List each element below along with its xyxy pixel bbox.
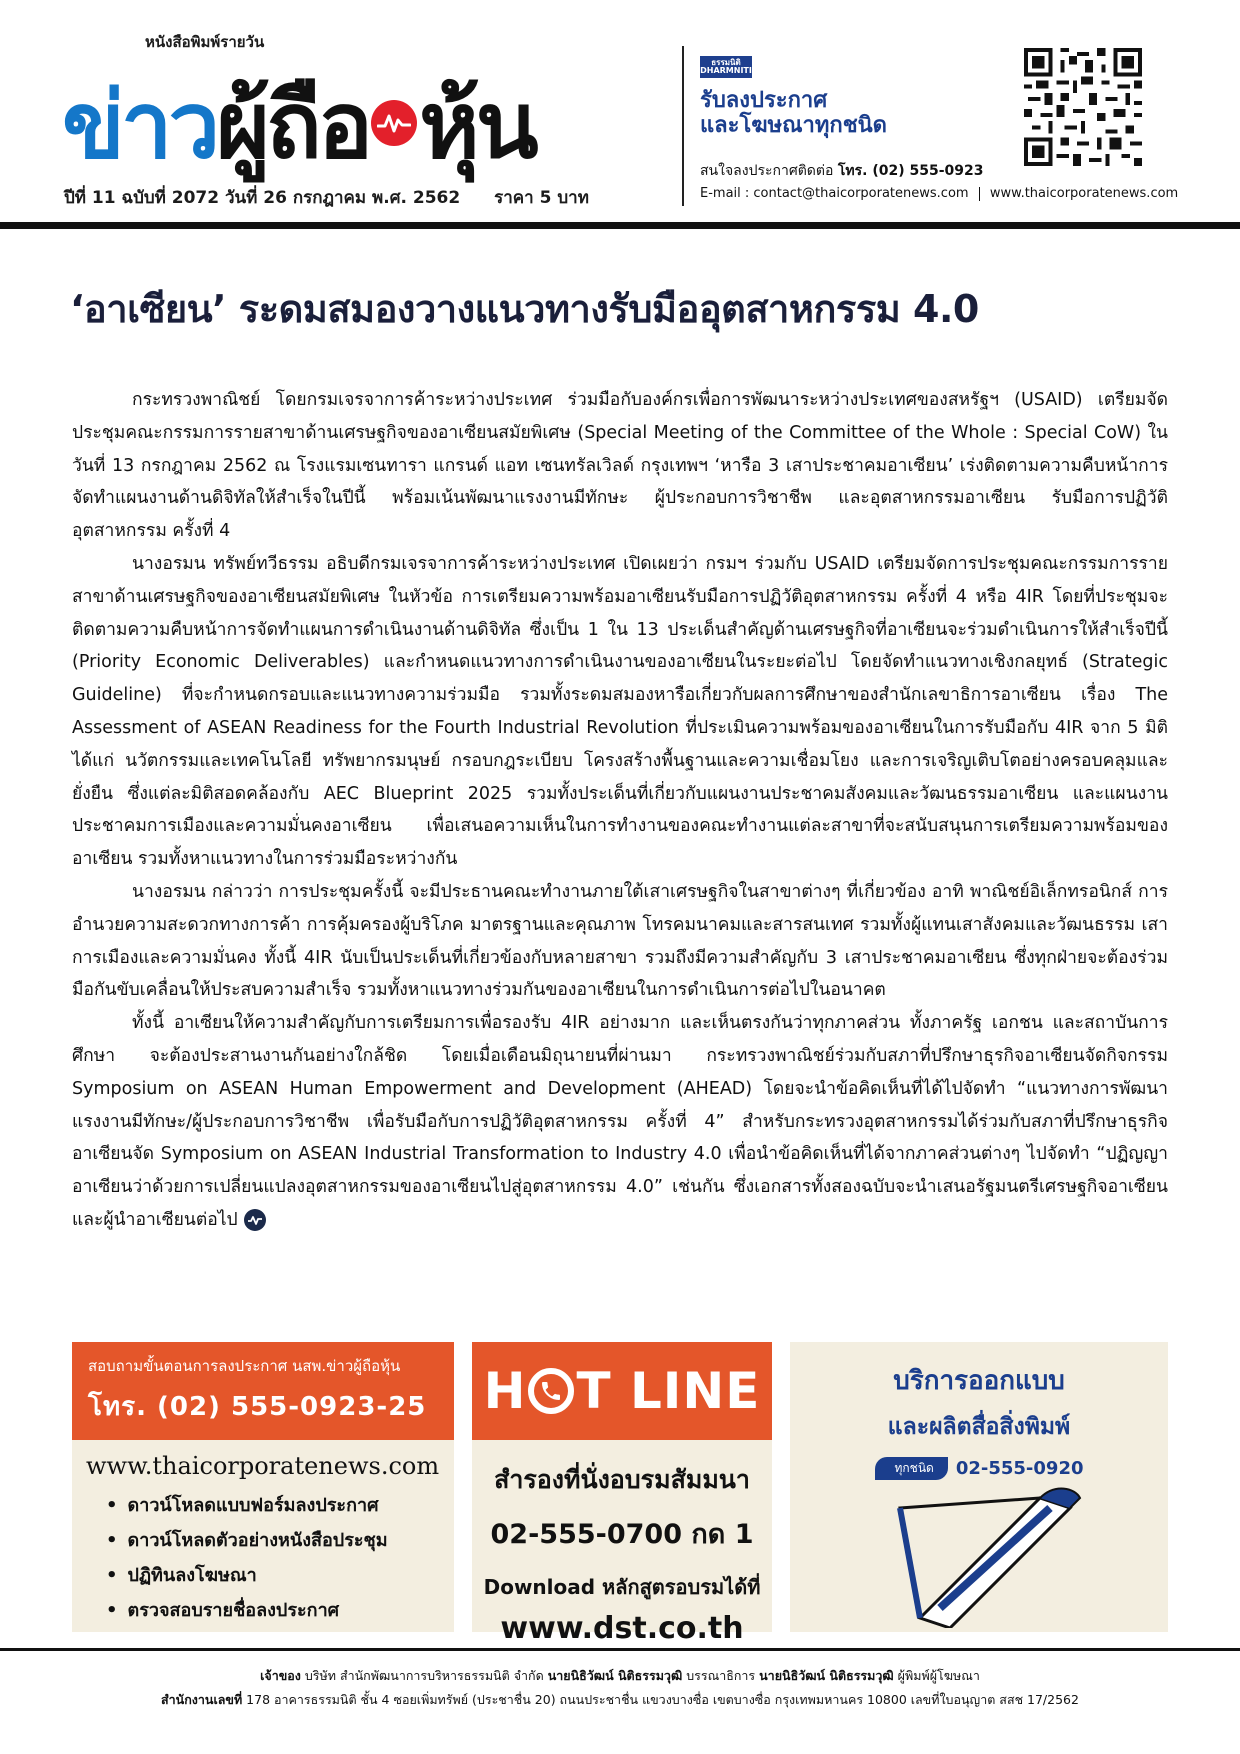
dharmniti-logo <box>700 56 752 78</box>
footer-office-address: 178 อาคารธรรมนิติ ชั้น 4 ซอยเพิ่มทรัพย์ (ประชาชื่น 20) ถนนประชาชื่น แขวงบางซื่อ เขตบางซื่อ กรุงเทพมหานคร 10800 เลขที่ใบอนุญาต สสช 17/2562 <box>246 1692 1079 1707</box>
print-service-phone[interactable]: 02-555-0920 <box>955 1458 1084 1479</box>
ad-inquiry-list <box>106 1488 454 1628</box>
print-service-box <box>790 1342 1168 1632</box>
article-paragraph-3: นางอรมน กล่าวว่า การประชุมครั้งนี้ จะมีประธานคณะทำงานภายใต้เสาเศรษฐกิจในสาขาต่างๆ ที่เกี่ยวข้อง อาทิ พาณิชย์อิเล็กทรอนิกส์ การอำนวยความสะดวกทางการค้า การคุ้มครองผู้บริโภค มาตรฐานและคุณภาพ โทรคมนาคมและสารสนเทศ รวมทั้งผู้แทนเสาสังคมและวัฒนธรรม เสาการเมืองและความมั่นคง ทั้งนี้ 4IR นับเป็นประเด็นที่เกี่ยวข้องกับหลายสาขา รวมถึงมีความสำคัญกับ 3 เสาประชาคมอาเซียน ซึ่งทุกฝ่ายจะต้องร่วมมือกันขับเคลื่อนให้ประสบความสำเร็จ รวมทั้งหาแนวทางร่วมกันของอาเซียนในการดำเนินการต่อไปในอนาคต <box>72 881 1168 1001</box>
hotline-seminar-booking: สำรองที่นั่งอบรมสัมมนา <box>494 1465 750 1494</box>
end-of-article-icon <box>244 1209 266 1231</box>
ad-contact-phone[interactable]: โทร. (02) 555-0923 <box>837 163 984 179</box>
dharmniti-logo-thai: ธรรมนิติ <box>711 57 741 67</box>
footer-editor-role: บรรณาธิการ <box>686 1668 756 1683</box>
issue-price: ราคา 5 บาท <box>494 188 589 208</box>
footer-office-label: สำนักงานเลขที่ <box>161 1692 243 1707</box>
logo-text-part2: ผู้ถือ <box>216 72 370 179</box>
ad-contact-prefix: สนใจลงประกาศติดต่อ <box>700 163 834 179</box>
ad-inquiry-header <box>72 1342 454 1440</box>
footer-publisher-name: นายนิธิวัฒน์ นิติธรรมวุฒิ <box>759 1668 894 1683</box>
hotline-download-text: Download หลักสูตรอบรมได้ที่ <box>483 1575 761 1599</box>
ad-contact <box>700 160 983 182</box>
contact-email[interactable]: E-mail : contact@thaicorporatenews.com <box>700 186 969 201</box>
print-service-title: บริการออกแบบ <box>893 1366 1065 1396</box>
print-service-subtitle: และผลิตสื่อสิ่งพิมพ์ <box>887 1414 1071 1440</box>
issue-info <box>64 184 589 211</box>
article-paragraph-4 <box>72 1007 1168 1237</box>
masthead-tagline: หนังสือพิมพ์รายวัน <box>145 33 265 51</box>
hotline-website[interactable]: www.dst.co.th <box>500 1611 744 1646</box>
contact-links <box>700 186 1178 201</box>
ad-inquiry-item-download-form[interactable]: • ดาวน์โหลดแบบฟอร์มลงประกาศ <box>106 1488 454 1523</box>
footer <box>0 1664 1240 1712</box>
ad-inquiry-item-check-list[interactable]: • ตรวจสอบรายชื่อลงประกาศ <box>106 1593 454 1628</box>
footer-editor-name: นายนิธิวัฒน์ นิติธรรมวุฒิ <box>547 1668 683 1683</box>
ad-title-line1: รับลงประกาศ <box>700 88 828 113</box>
ad-inquiry-item-calendar[interactable]: • ปฏิทินลงโฆษณา <box>106 1558 454 1593</box>
footer-owner-label: เจ้าของ <box>260 1668 301 1683</box>
footer-ownership <box>0 1664 1240 1688</box>
article-headline: ‘อาเซียน’ ระดมสมองวางแนวทางรับมืออุตสาหกรรม 4.0 <box>70 287 979 331</box>
article-paragraph-1: กระทรวงพาณิชย์ โดยกรมเจรจาการค้าระหว่างประเทศ ร่วมมือกับองค์กรเพื่อการพัฒนาระหว่างประเทศของสหรัฐฯ (USAID) เตรียมจัดประชุมคณะกรรมการรายสาขาด้านเศรษฐกิจของอาเซียนสมัยพิเศษ (Special Meeting of the Committee of the Whole : Special CoW) ในวันที่ 13 กรกฎาคม 2562 ณ โรงแรมเซนทารา แกรนด์ แอท เซนทรัลเวิลด์ กรุงเทพฯ ‘หารือ 3 เสาประชาคมอาเซียน’ เร่งติดตามความคืบหน้าการจัดทำแผนงานด้านดิจิทัลให้สำเร็จในปีนี้ พร้อมเน้นพัฒนาแรงงานมีทักษะ ผู้ประกอบการวิชาชีพ และอุตสาหกรรมอาเซียน รับมือการปฏิวัติอุตสาหกรรม ครั้งที่ 4 <box>72 390 1168 542</box>
article-paragraph-4-text: ทั้งนี้ อาเซียนให้ความสำคัญกับการเตรียมการเพื่อรองรับ 4IR อย่างมาก และเห็นตรงกันว่าทุกภาคส่วน ทั้งภาครัฐ เอกชน และสถาบันการศึกษา จะต้องประสานงานกันอย่างใกล้ชิด โดยเมื่อเดือนมิถุนายนที่ผ่านมา กระทรวงพาณิชย์ร่วมกับสภาที่ปรึกษาธุรกิจอาเซียนจัดกิจกรรม Symposium on ASEAN Human Empowerment and Development (AHEAD) โดยจะนำข้อคิดเห็นที่ได้ไปจัดทำ “แนวทางการพัฒนาแรงงานมีทักษะ/ผู้ประกอบการวิชาชีพ เพื่อรับมือกับการปฏิวัติอุตสาหกรรม ครั้งที่ 4” สำหรับกระทรวงอุตสาหกรรมได้ร่วมกับสภาที่ปรึกษาธุรกิจอาเซียนจัด Symposium on ASEAN Industrial Transformation to Industry 4.0 เพื่อนำข้อคิดเห็นที่ได้จากภาคส่วนต่างๆ ไปจัดทำ “ปฏิญญาอาเซียนว่าด้วยการเปลี่ยนแปลงอุตสาหกรรมของอาเซียนไปสู่อุตสาหกรรม 4.0” เช่นกัน ซึ่งเอกสารทั้งสองฉบับจะนำเสนอรัฐมนตรีเศรษฐกิจอาเซียนและผู้นำอาเซียนต่อไป <box>72 1013 1168 1230</box>
logo-text-part1: ข่าว <box>62 72 217 179</box>
hotline-box <box>472 1342 772 1646</box>
masthead <box>0 0 1240 232</box>
hotline-title-start: H <box>483 1362 527 1420</box>
ad-inquiry-website[interactable]: www.thaicorporatenews.com <box>86 1452 440 1480</box>
ad-title-line2: และโฆษณาทุกชนิด <box>700 113 887 139</box>
hotline-title-end: T LINE <box>576 1362 761 1420</box>
ad-inquiry-heading: สอบถามขั้นตอนการลงประกาศ นสพ.ข่าวผู้ถือหุ้น <box>88 1357 401 1375</box>
phone-icon <box>528 1368 574 1414</box>
contact-separator <box>979 187 980 201</box>
article-body <box>72 384 1168 1237</box>
article-paragraph-2: นางอรมน ทรัพย์ทวีธรรม อธิบดีกรมเจรจาการค้าระหว่างประเทศ เปิดเผยว่า กรมฯ ร่วมกับ USAID เตรียมจัดการประชุมคณะกรรมการรายสาขาด้านเศรษฐกิจของอาเซียนสมัยพิเศษ ในหัวข้อ การเตรียมความพร้อมอาเซียนรับมือการปฏิวัติอุตสาหกรรม ครั้งที่ 4 หรือ 4IR โดยที่ประชุมจะติดตามความคืบหน้าการจัดทำแผนการดำเนินงานด้านดิจิทัล ซึ่งเป็น 1 ใน 13 ประเด็นสำคัญด้านเศรษฐกิจที่อาเซียนจะร่วมดำเนินการให้สำเร็จปีนี้ (Priority Economic Deliverables) และกำหนดแนวทางการดำเนินงานของอาเซียนในระยะต่อไป โดยจัดทำแนวทางเชิงกลยุทธ์ (Strategic Guideline) ที่จะกำหนดกรอบและแนวทางความร่วมมือ รวมทั้งระดมสมองหารือเกี่ยวกับผลการศึกษาของสำนักเลขาธิการอาเซียน เรื่อง The Assessment of ASEAN Readiness for the Fourth Industrial Revolution ที่ประเมินความพร้อมของอาเซียนในการรับมือกับ 4IR จาก 5 มิติ ได้แก่ นวัตกรรมและเทคโนโลยี ทรัพยากรมนุษย์ กรอบกฎระเบียบ โครงสร้างพื้นฐานและความเชื่อมโยง และการเจริญเติบโตอย่างครอบคลุมและยั่งยืน ซึ่งแต่ละมิติสอดคล้องกับ AEC Blueprint 2025 รวมทั้งประเด็นที่เกี่ยวกับแผนงานประชาคมสังคมและวัฒนธรรมอาเซียน และแผนงานประชาคมการเมืองและความมั่นคงอาเซียน เพื่อเสนอความเห็นในการทำงานของคณะทำงานแต่ละสาขาที่จะสนับสนุนการเตรียมความพร้อมของอาเซียน รวมทั้งหาแนวทางในการร่วมมือระหว่างกัน <box>72 553 1168 870</box>
hotline-header <box>472 1342 772 1440</box>
paper-fold-icon <box>880 1468 1090 1628</box>
print-service-tag: ทุกชนิด <box>875 1457 948 1480</box>
masthead-divider <box>682 46 684 206</box>
ad-service-title <box>700 88 887 139</box>
logo-text-part3: หุ้น <box>419 72 535 179</box>
ad-inquiry-item-download-sample[interactable]: • ดาวน์โหลดตัวอย่างหนังสือประชุม <box>106 1523 454 1558</box>
ad-inquiry-box <box>72 1342 454 1632</box>
issue-number-date: ปีที่ 11 ฉบับที่ 2072 วันที่ 26 กรกฎาคม พ.ศ. 2562 <box>64 188 461 208</box>
newspaper-logo[interactable] <box>62 32 535 179</box>
footer-address <box>0 1688 1240 1712</box>
qr-code-icon[interactable] <box>1024 48 1142 166</box>
dharmniti-logo-en: DHARMNITI <box>700 66 752 75</box>
footer-rule <box>0 1648 1240 1651</box>
contact-website[interactable]: www.thaicorporatenews.com <box>989 186 1179 201</box>
footer-publisher-role: ผู้พิมพ์ผู้โฆษณา <box>897 1668 980 1683</box>
hotline-phone[interactable]: 02-555-0700 กด 1 <box>490 1519 754 1550</box>
stock-chart-icon <box>371 100 417 146</box>
ad-inquiry-phone[interactable]: โทร. (02) 555-0923-25 <box>88 1392 427 1422</box>
masthead-rule <box>0 222 1240 229</box>
footer-owner: บริษัท สำนักพัฒนาการบริหารธรรมนิติ จำกัด <box>304 1668 544 1683</box>
